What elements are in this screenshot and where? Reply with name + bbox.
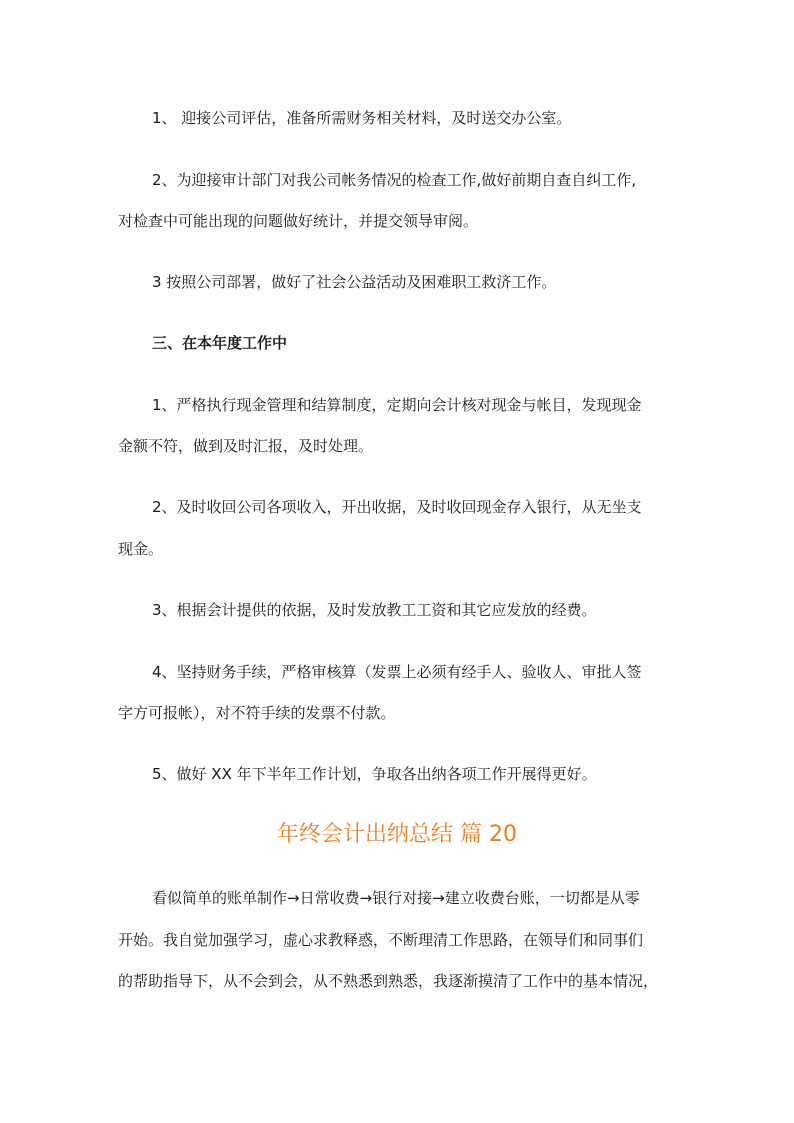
prev-item-1: 1、 迎接公司评估，准备所需财务相关材料，及时送交办公室。 [152, 109, 572, 127]
section-three-item-4-line-1: 4、坚持财务手续，严格审核算（发票上必须有经手人、验收人、审批人签 [152, 663, 642, 681]
article-paragraph-line-3: 的帮助指导下，从不会到会，从不熟悉到熟悉，我逐渐摸清了工作中的基本情况， [118, 972, 659, 990]
article-title: 年终会计出纳总结 篇 20 [277, 822, 517, 847]
prev-item-2-line-1: 2、为迎接审计部门对我公司帐务情况的检查工作,做好前期自查自纠工作, [152, 171, 637, 189]
section-three-item-4-line-2: 字方可报帐），对不符手续的发票不付款。 [118, 704, 396, 722]
section-three-item-1-line-2: 金额不符，做到及时汇报，及时处理。 [118, 437, 374, 455]
section-three-item-2-line-2: 现金。 [118, 540, 164, 558]
article-paragraph-line-2: 开始。我自觉加强学习，虚心求教释惑，不断理清工作思路，在领导们和同事们 [118, 931, 644, 949]
section-three-heading: 三、在本年度工作中 [152, 334, 288, 352]
section-three-item-2-line-1: 2、及时收回公司各项收入，开出收据，及时收回现金存入银行，从无坐支 [152, 498, 642, 516]
section-three-item-3: 3、根据会计提供的依据，及时发放教工工资和其它应发放的经费。 [152, 601, 597, 619]
prev-item-3: 3 按照公司部署，做好了社会公益活动及困难职工救济工作。 [152, 273, 557, 291]
article-paragraph-line-1: 看似简单的账单制作→日常收费→银行对接→建立收费台账，一切都是从零 [152, 889, 640, 907]
prev-item-2-line-2: 对检查中可能出现的问题做好统计，并提交领导审阅。 [118, 212, 479, 230]
section-three-item-5: 5、做好 XX 年下半年工作计划，争取各出纳各项工作开展得更好。 [152, 765, 597, 783]
section-three-item-1-line-1: 1、严格执行现金管理和结算制度，定期向会计核对现金与帐目，发现现金 [152, 396, 642, 414]
